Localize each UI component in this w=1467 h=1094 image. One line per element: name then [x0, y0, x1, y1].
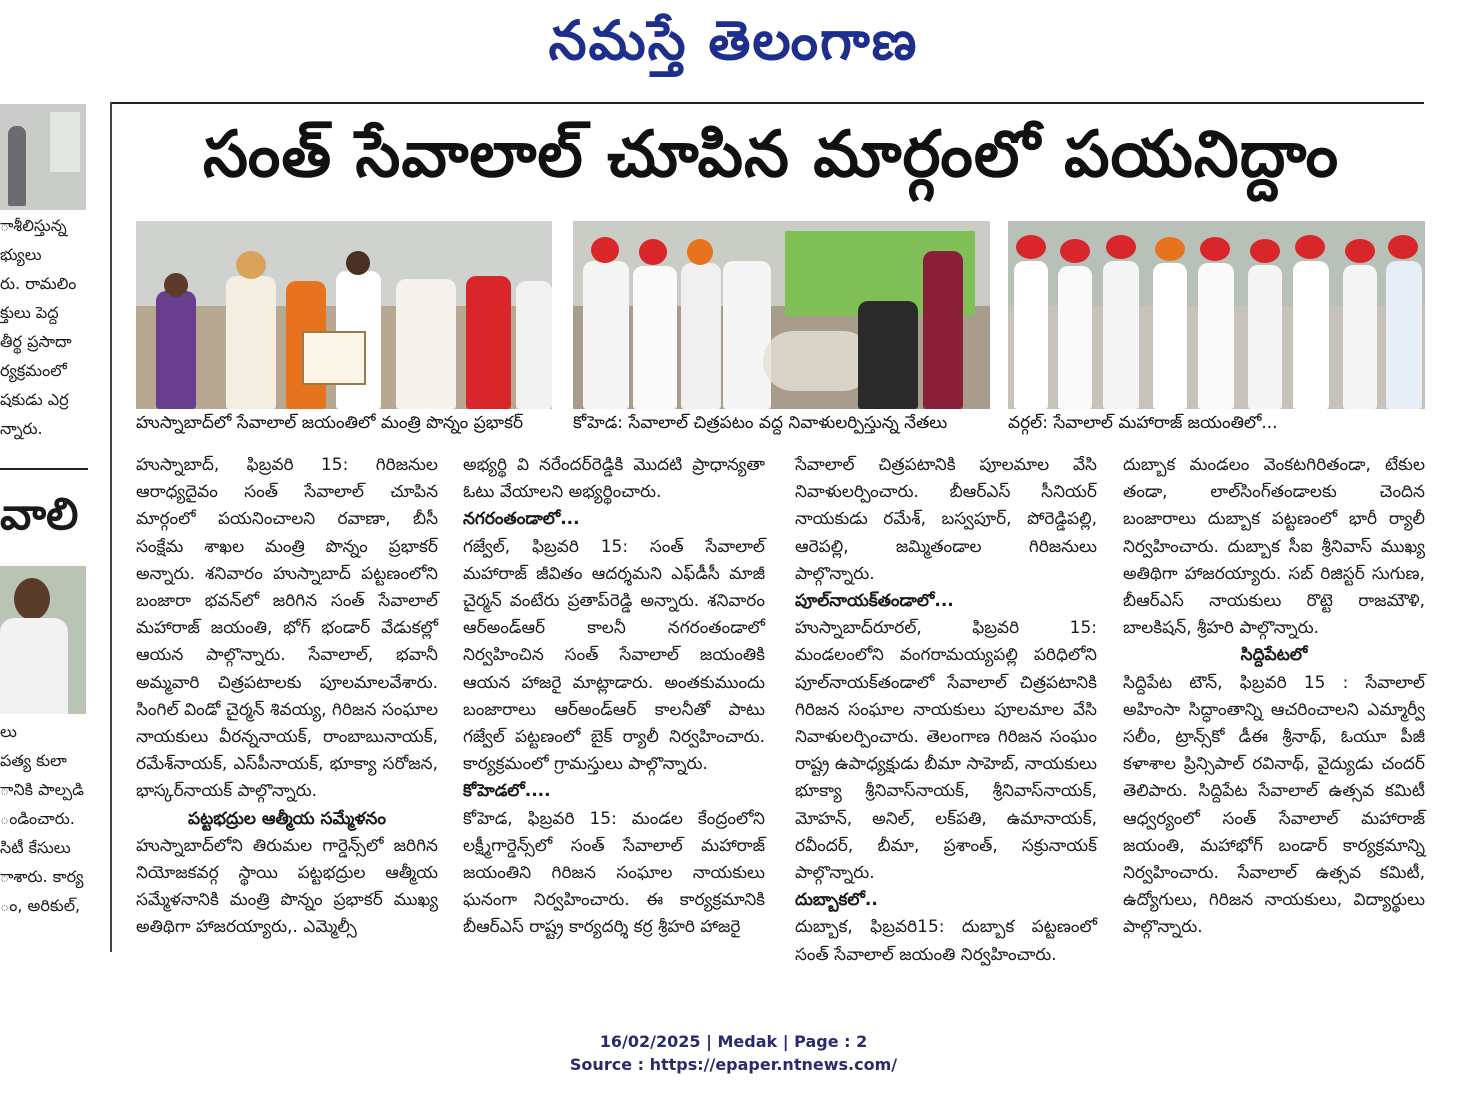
adjacent-photo-top — [0, 104, 86, 210]
article-column-2 — [463, 452, 765, 942]
paragraph: హుస్నాబాద్‌రూరల్, ఫిబ్రవరి 15: మండలంలోని వంగరామయ్యపల్లి పరిధిలోని పూల్‌నాయక్‌తండాలో సేవాలాల్ చిత్రపటానికి గిరిజన సంఘాల నాయకులు పూలమాల వేసి నివాళులర్పించారు. తెలంగాణ గిరిజన సంఘం రాష్ట్ర ఉపాధ్యక్షుడు బీమా సాహెబ్, నాయకులు భూక్యా శ్రీనివాస్‌నాయక్, శ్రీనివాస్‌నాయక్, మోహన్, అనిల్, లక్‌పతి, ఉమానాయక్, రవీందర్, బీమా, ప్రశాంత్, సక్రునాయక్ పాల్గొన్నారు. — [795, 618, 1097, 884]
adjacent-text-line: తీర్థ ప్రసాదా — [0, 332, 72, 351]
photo-wargal — [1008, 221, 1425, 409]
photo-kohed — [573, 221, 990, 409]
adjacent-text-line: ాశారు. కార్య — [0, 867, 84, 886]
subheading: పట్టభద్రుల ఆత్మీయ సమ్మేళనం — [188, 808, 386, 829]
paragraph: అభ్యర్థి వి నరేందర్‌రెడ్డికి మొదటి ప్రాధాన్యతా ఓటు వేయాలని అభ్యర్థించారు. — [463, 455, 765, 503]
adjacent-text-line: ర్యక్రమంలో — [0, 361, 67, 380]
subheading: పూల్‌నాయక్‌తండాలో... — [795, 591, 954, 612]
adjacent-text-line: రు. రామలిం — [0, 274, 77, 293]
paragraph: సేవాలాల్ చిత్రపటానికి పూలమాల వేసి నివాళులర్పించారు. బీఆర్‌ఎస్ సీనియర్ నాయకుడు రమేశ్, బస్వపూర్, పోరెడ్డిపల్లి, ఆరెపల్లి, జమ్మితండాల గిరిజనులు పాల్గొన్నారు. — [795, 455, 1097, 584]
adjacent-text-line: లు — [0, 722, 17, 741]
masthead-logo: నమస్తే తెలంగాణ — [548, 8, 919, 72]
paragraph: హుస్నాబాద్, ఫిబ్రవరి 15: గిరిజనుల ఆరాధ్యదైవం సంత్ సేవాలాల్ చూపిన మార్గంలో పయనించాలని రవాణా, బీసీ సంక్షేమ శాఖల మంత్రి పొన్నం ప్రభాకర్ అన్నారు. శనివారం హుస్నాబాద్ పట్టణంలోని బంజారా భవన్‌లో జరిగిన సంత్ సేవాలాల్ మహారాజ్ జయంతి, భోగ్ భండార్ వేడుకల్లో ఆయన పాల్గొన్నారు. సేవాలాల్, భవానీ అమ్మవారి చిత్రపటాలకు పూలమాలవేశారు. సింగిల్ విండో చైర్మన్ శివయ్య, గిరిజన సంఘాల నాయకులు వీరన్ననాయక్, రాంబాబునాయక్, రమేశ్‌నాయక్, ఎస్‌పీనాయక్, భూక్యా సరోజన, భాస్కర్‌నాయక్ పాల్గొన్నారు. — [136, 455, 438, 802]
adjacent-text-line: న్నారు. — [0, 419, 43, 438]
adjacent-article-strip — [0, 104, 100, 964]
subheading: దుబ్బాకలో.. — [795, 890, 878, 911]
adjacent-photo-portrait — [0, 566, 86, 714]
left-column-rule — [110, 102, 112, 952]
adjacent-rule — [0, 468, 88, 470]
article-column-3 — [795, 452, 1097, 969]
adjacent-text-line: ానికి పాల్పడి — [0, 780, 84, 799]
photo-husnabad — [136, 221, 552, 409]
article-column-1 — [136, 452, 438, 942]
subheading: సిద్దిపేటలో — [1240, 645, 1308, 666]
adjacent-text-line: ాశీలిస్తున్న — [0, 216, 67, 235]
paragraph: కోహెడ, ఫిబ్రవరి 15: మండల కేంద్రంలోని లక్ష్మీగార్డెన్స్‌లో సంత్ సేవాలాల్ మహారాజ్ జయంతిని గిరిజన సంఘాల నాయకులు ఘనంగా నిర్వహించారు. ఈ కార్యక్రమానికి బీఆర్‌ఎస్ రాష్ట్ర కార్యదర్శి కర్ర శ్రీహరి హాజరై — [463, 808, 765, 938]
article-column-4 — [1123, 452, 1425, 942]
paragraph: దుబ్బాక, ఫిబ్రవరి15: దుబ్బాక పట్టణంలో సంత్ సేవాలాల్ జయంతి నిర్వహించారు. — [795, 917, 1097, 965]
paragraph: దుబ్బాక మండలం వెంకటగిరితండా, టేకుల తండా, లాల్‌సింగ్‌తండాలకు చెందిన బంజారాలు దుబ్బాక పట్టణంలో భారీ ర్యాలీ నిర్వహించారు. దుబ్బాక సీఐ శ్రీనివాస్ ముఖ్య అతిథిగా హాజరయ్యారు. సబ్ రిజిస్టర్ సుగుణ, బీఆర్‌ఎస్ నాయకులు రొట్టె రాజమౌళి, బాలకిషన్, శ్రీహరి పాల్గొన్నారు. — [1123, 455, 1425, 639]
caption-kohed: కోహెడ: సేవాలాల్ చిత్రపటం వద్ద నివాళులర్పిస్తున్న నేతలు — [573, 413, 948, 433]
subheading: కోహెడలో.... — [463, 781, 551, 802]
adjacent-text-line: ండించారు. — [0, 809, 75, 828]
adjacent-text-line: ం, అరికుల్, — [0, 896, 81, 915]
paragraph: సిద్దిపేట టౌన్, ఫిబ్రవరి 15 : సేవాలాల్ అహింసా సిద్ధాంతాన్ని ఆచరించాలని ఎమ్మార్వీ సలీం, ట్రాన్స్‌కో డీఈ శ్రీనాథ్, ఓయూ పీజీ కళాశాల ప్రిన్సిపాల్ రవినాథ్, వైద్యుడు చందర్ తెలిపారు. సిద్దిపేట సేవాలాల్ ఉత్సవ కమిటీ ఆధ్వర్యంలో సంత్ సేవాలాల్ మహారాజ్ జయంతి, మహాభోగ్ బండార్ కార్యక్రమాన్ని నిర్వహించారు. సేవాలాల్ ఉత్సవ కమిటీ, ఉద్యోగులు, గిరిజన నాయకులు, విద్యార్థులు పాల్గొన్నారు. — [1123, 672, 1425, 938]
paragraph: హుస్నాబాద్‌లోని తిరుమల గార్డెన్స్‌లో జరిగిన నియోజకవర్గ స్థాయి పట్టభద్రుల ఆత్మీయ సమ్మేళనానికి మంత్రి పొన్నం ప్రభాకర్ ముఖ్య అతిథిగా హాజరయ్యారు,. ఎమ్మెల్సీ — [136, 835, 438, 938]
paragraph: గజ్వేల్, ఫిబ్రవరి 15: సంత్ సేవాలాల్ మహారాజ్ జీవితం ఆదర్శమని ఎఫ్‌డీసీ మాజీ చైర్మన్ వంటేరు ప్రతాప్‌రెడ్డి అన్నారు. శనివారం ఆర్‌అండ్‌ఆర్ కాలనీ నగరంతండాలో నిర్వహించిన సంత్ సేవాలాల్ జయంతికి ఆయన హాజరై మాట్లాడారు. అంతకుముందు బంజారాలు ఆర్‌అండ్‌ఆర్ కాలనీతో పాటు గజ్వేల్ పట్టణంలో బైక్ ర్యాలీ నిర్వహించారు. కార్యక్రమంలో గ్రామస్తులు పాల్గొన్నారు. — [463, 536, 765, 775]
subheading: నగరంతండాలో... — [463, 509, 580, 530]
adjacent-text-line: సిటీ కేసులు — [0, 838, 71, 857]
top-rule — [112, 102, 1424, 104]
caption-wargal: వర్గల్: సేవాలాల్ మహారాజ్ జయంతిలో... — [1008, 413, 1278, 433]
adjacent-headline: వాలి — [0, 489, 79, 540]
adjacent-text-line: క్తులు పెద్ద — [0, 303, 59, 322]
footer-source: Source : https://epaper.ntnews.com/ — [569, 1055, 898, 1074]
footer-date-page: 16/02/2025 | Medak | Page : 2 — [599, 1032, 868, 1051]
caption-husnabad: హుస్నాబాద్‌లో సేవాలాల్ జయంతిలో మంత్రి పొన్నం ప్రభాకర్ — [136, 413, 524, 433]
adjacent-text-line: పత్య కులా — [0, 751, 67, 770]
adjacent-text-line: షకుడు ఎర్ర — [0, 390, 69, 409]
adjacent-text-line: భ్యులు — [0, 245, 42, 264]
article-headline: సంత్ సేవాలాల్ చూపిన మార్గంలో పయనిద్దాం — [202, 118, 1340, 192]
